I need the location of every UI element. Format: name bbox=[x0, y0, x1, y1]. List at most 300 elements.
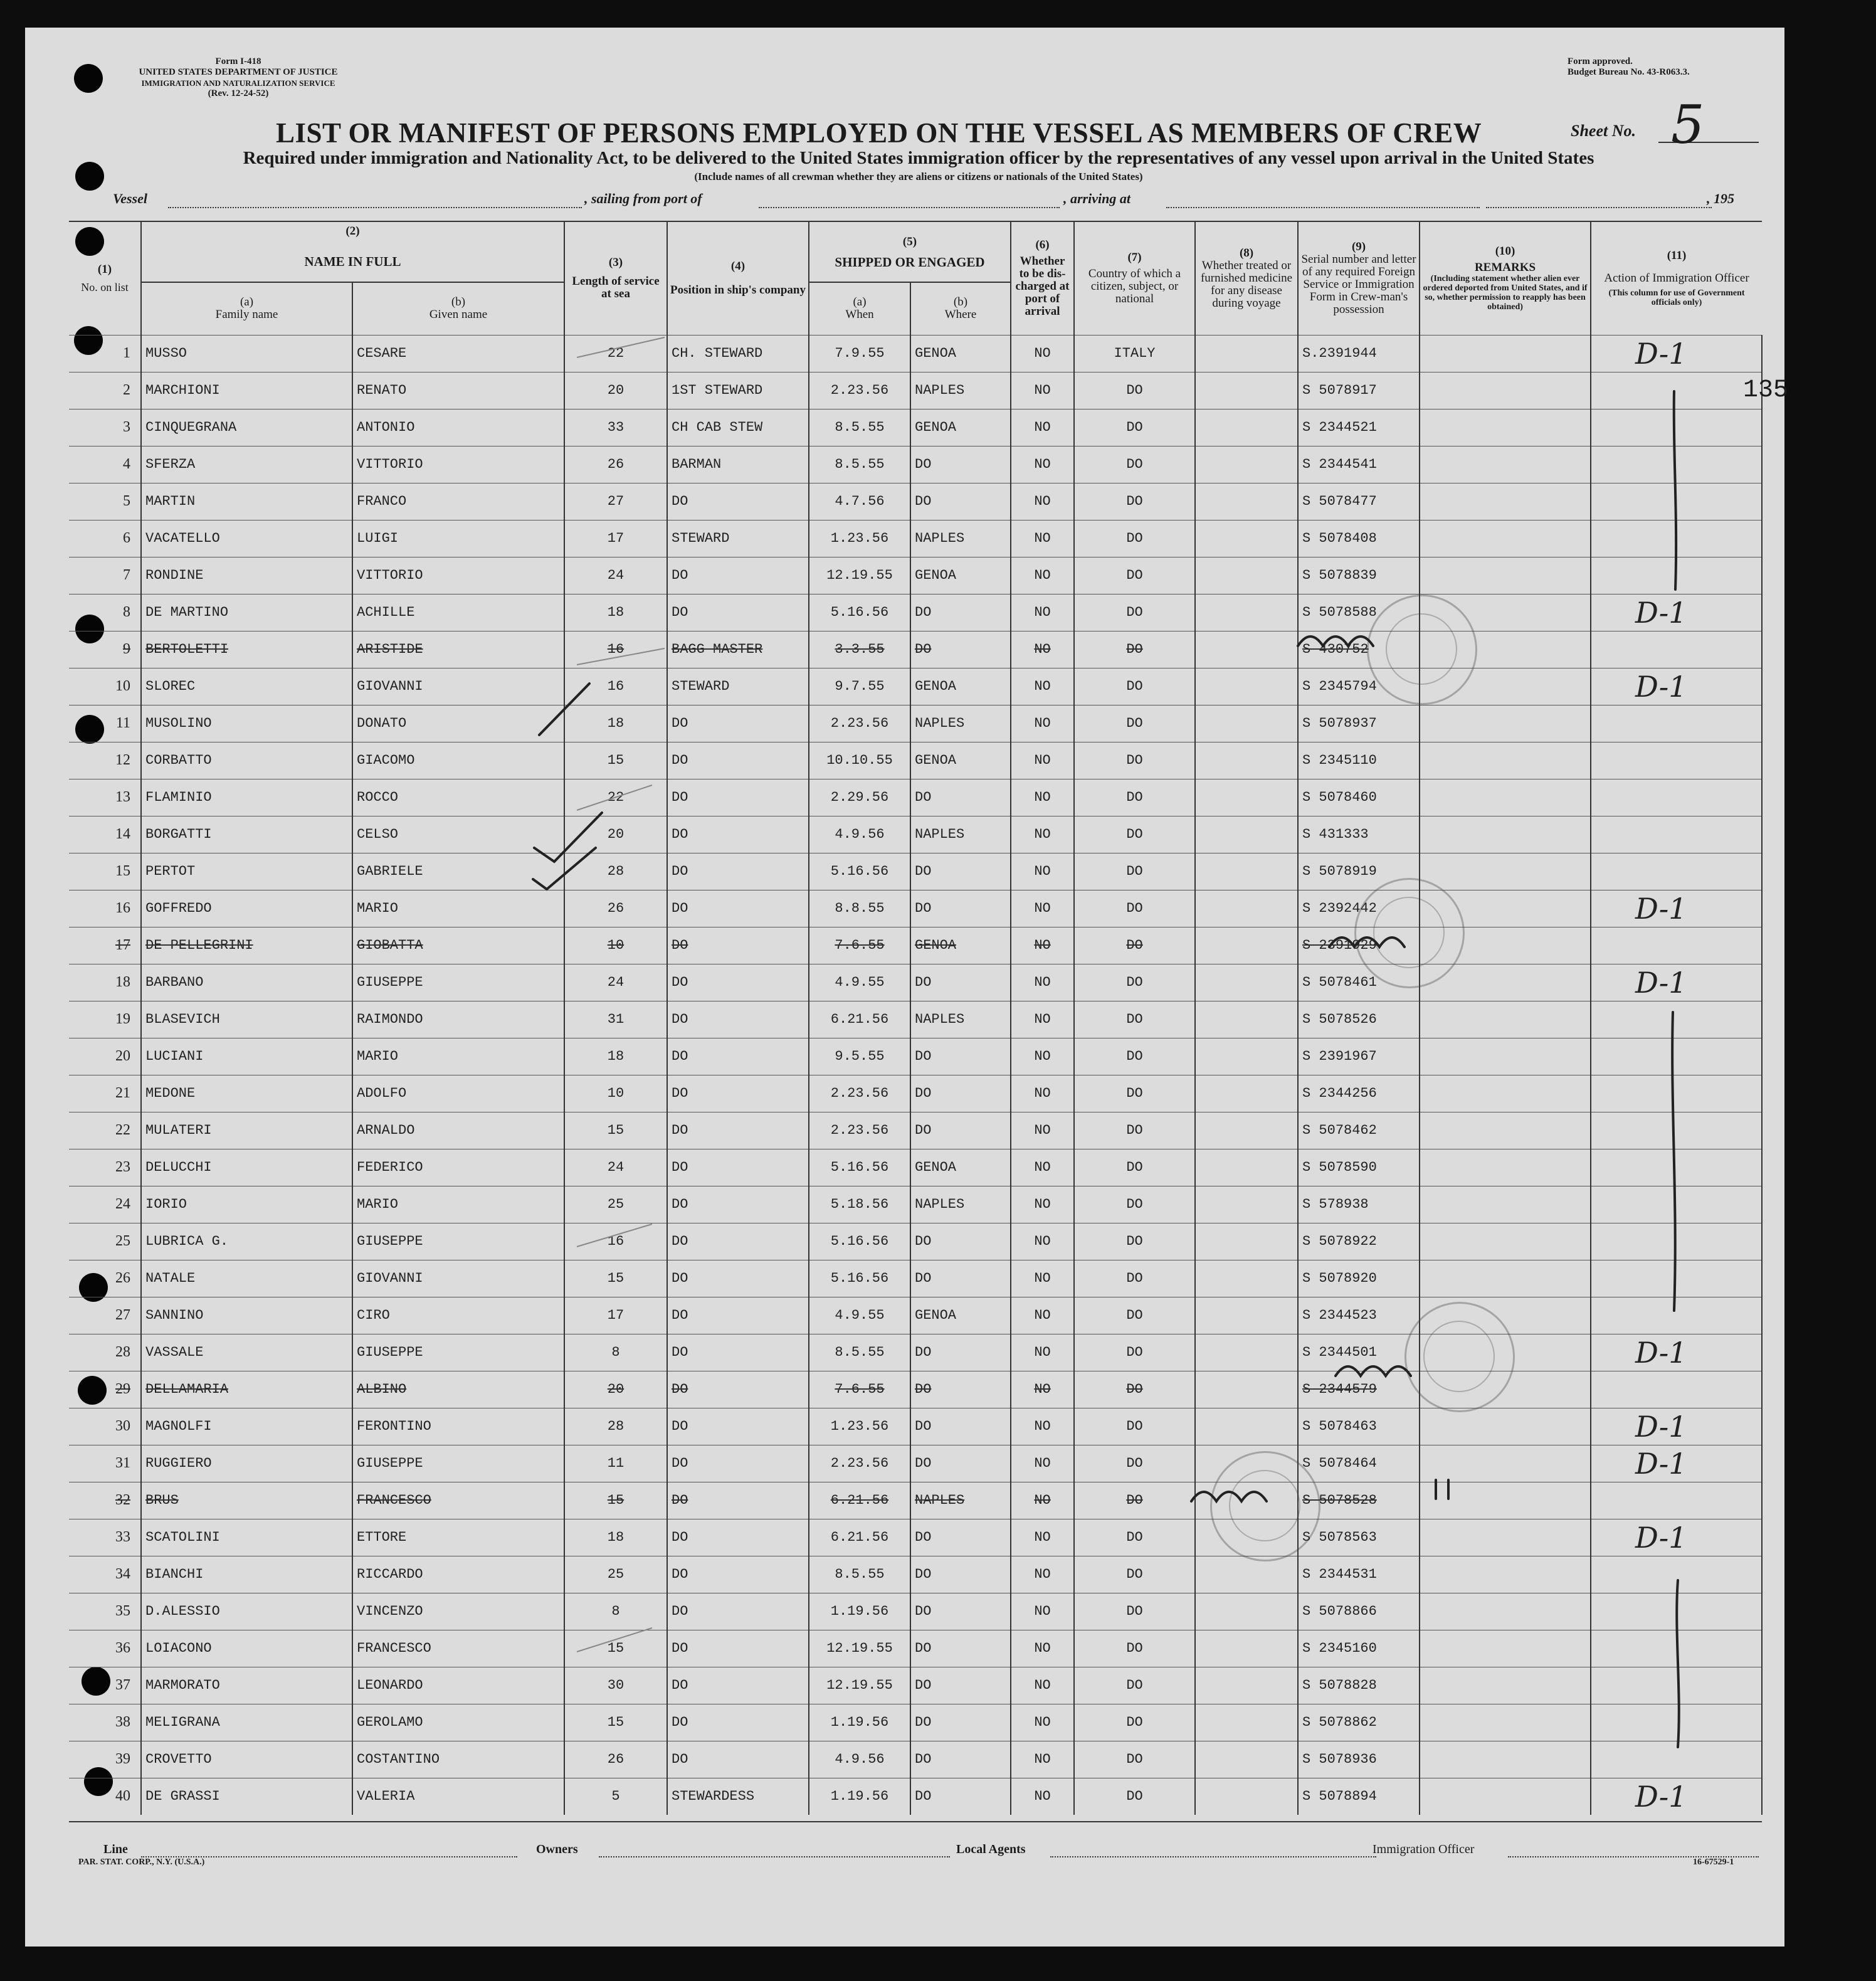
immigration-action: D-1 bbox=[1591, 668, 1762, 705]
footer-line-label: Line bbox=[103, 1842, 128, 1856]
position: DO bbox=[667, 1704, 809, 1741]
shipped-when: 5.16.56 bbox=[809, 853, 910, 890]
footer-owners-field bbox=[599, 1856, 950, 1857]
country: DO bbox=[1074, 1149, 1195, 1186]
given-name: RENATO bbox=[352, 372, 564, 409]
position: DO bbox=[667, 890, 809, 927]
col1-label: No. on list bbox=[81, 280, 129, 293]
serial-number: S 2344256 bbox=[1298, 1075, 1420, 1112]
serial-number: S 5078839 bbox=[1298, 557, 1420, 594]
immigration-action: D-1 bbox=[1591, 1519, 1762, 1556]
shipped-when: 9.5.55 bbox=[809, 1038, 910, 1075]
shipped-where: DO bbox=[910, 890, 1011, 927]
serial-number: S 5078563 bbox=[1298, 1519, 1420, 1556]
list-number: 39 bbox=[69, 1741, 141, 1778]
country: DO bbox=[1074, 483, 1195, 520]
discharged: NO bbox=[1011, 964, 1074, 1001]
col4-label: Position in ship's company bbox=[670, 283, 806, 297]
length-of-service: 26 bbox=[564, 1741, 667, 1778]
col2-number: (2) bbox=[345, 225, 360, 238]
serial-number: S 5078528 bbox=[1298, 1482, 1420, 1519]
position: DO bbox=[667, 1112, 809, 1149]
position: DO bbox=[667, 1334, 809, 1371]
list-number: 5 bbox=[69, 483, 141, 520]
shipped-where: NAPLES bbox=[910, 520, 1011, 557]
initials-signature bbox=[1336, 1366, 1411, 1376]
col9-label: Serial number and letter of any required Foreign Service or Immigration Form in Crew-man's possession bbox=[1301, 252, 1416, 316]
list-number: 2 bbox=[69, 372, 141, 409]
discharged: NO bbox=[1011, 853, 1074, 890]
serial-number: S 2344541 bbox=[1298, 446, 1420, 483]
position: DO bbox=[667, 483, 809, 520]
given-name: FRANCESCO bbox=[352, 1630, 564, 1667]
vessel-label: Vessel bbox=[113, 191, 147, 206]
shipped-when: 7.6.55 bbox=[809, 1371, 910, 1408]
col2b-label: Given name bbox=[429, 308, 488, 322]
discharged: NO bbox=[1011, 1371, 1074, 1408]
serial-number: S 5078828 bbox=[1298, 1667, 1420, 1704]
discharged: NO bbox=[1011, 631, 1074, 668]
family-name: DE GRASSI bbox=[141, 1778, 352, 1815]
length-of-service: 27 bbox=[564, 483, 667, 520]
discharged: NO bbox=[1011, 1260, 1074, 1297]
given-name: ADOLFO bbox=[352, 1075, 564, 1112]
shipped-when: 12.19.55 bbox=[809, 1667, 910, 1704]
shipped-when: 1.23.56 bbox=[809, 1408, 910, 1445]
shipped-when: 7.9.55 bbox=[809, 335, 910, 372]
form-code: 16-67529-1 bbox=[1693, 1857, 1734, 1867]
col6-label: Whether to be dis-charged at port of arrival bbox=[1015, 254, 1070, 318]
serial-number: S 5078462 bbox=[1298, 1112, 1420, 1149]
family-name: MARMORATO bbox=[141, 1667, 352, 1704]
list-number: 4 bbox=[69, 446, 141, 483]
shipped-when: 10.10.55 bbox=[809, 742, 910, 779]
given-name: VALERIA bbox=[352, 1778, 564, 1815]
country: DO bbox=[1074, 1334, 1195, 1371]
family-name: IORIO bbox=[141, 1186, 352, 1223]
discharged: NO bbox=[1011, 1334, 1074, 1371]
position: CH CAB STEW bbox=[667, 409, 809, 446]
length-of-service: 16 bbox=[564, 631, 667, 668]
family-name: VACATELLO bbox=[141, 520, 352, 557]
col9-number: (9) bbox=[1351, 240, 1366, 253]
shipped-when: 4.9.56 bbox=[809, 816, 910, 853]
length-of-service: 15 bbox=[564, 1482, 667, 1519]
length-of-service: 15 bbox=[564, 1704, 667, 1741]
family-name: DELUCCHI bbox=[141, 1149, 352, 1186]
given-name: GIACOMO bbox=[352, 742, 564, 779]
immigration-action: D-1 bbox=[1591, 1334, 1762, 1371]
initials-signature bbox=[1298, 637, 1373, 646]
pencil-tick bbox=[577, 1224, 652, 1247]
family-name: LOIACONO bbox=[141, 1630, 352, 1667]
list-number: 34 bbox=[69, 1556, 141, 1593]
check-mark bbox=[539, 684, 589, 735]
length-of-service: 17 bbox=[564, 520, 667, 557]
position: DO bbox=[667, 557, 809, 594]
col2b-number: (b) bbox=[451, 295, 466, 309]
given-name: COSTANTINO bbox=[352, 1741, 564, 1778]
col8-number: (8) bbox=[1239, 246, 1254, 260]
given-name: FERONTINO bbox=[352, 1408, 564, 1445]
col11-note: (This column for use of Government officials only) bbox=[1608, 288, 1745, 307]
shipped-where: DO bbox=[910, 1371, 1011, 1408]
length-of-service: 25 bbox=[564, 1556, 667, 1593]
serial-number: S 5078937 bbox=[1298, 705, 1420, 742]
country: DO bbox=[1074, 1075, 1195, 1112]
shipped-where: DO bbox=[910, 1260, 1011, 1297]
discharged: NO bbox=[1011, 446, 1074, 483]
family-name: DE PELLEGRINI bbox=[141, 927, 352, 964]
discharged: NO bbox=[1011, 1075, 1074, 1112]
position: DO bbox=[667, 1741, 809, 1778]
length-of-service: 24 bbox=[564, 557, 667, 594]
length-of-service: 16 bbox=[564, 668, 667, 705]
margin-page-number: 135 bbox=[1743, 376, 1789, 404]
shipped-where: DO bbox=[910, 1038, 1011, 1075]
initials-mark bbox=[1436, 1480, 1448, 1499]
shipped-when: 6.21.56 bbox=[809, 1519, 910, 1556]
country: DO bbox=[1074, 890, 1195, 927]
given-name: ARISTIDE bbox=[352, 631, 564, 668]
shipped-when: 12.19.55 bbox=[809, 557, 910, 594]
shipped-where: DO bbox=[910, 853, 1011, 890]
department-name: UNITED STATES DEPARTMENT OF JUSTICE bbox=[139, 67, 338, 77]
name-in-full-label: NAME IN FULL bbox=[141, 241, 564, 282]
country: DO bbox=[1074, 446, 1195, 483]
list-number: 30 bbox=[69, 1408, 141, 1445]
list-number: 17 bbox=[69, 927, 141, 964]
family-name: CORBATTO bbox=[141, 742, 352, 779]
serial-number: S 2344521 bbox=[1298, 409, 1420, 446]
country: DO bbox=[1074, 1519, 1195, 1556]
length-of-service: 10 bbox=[564, 1075, 667, 1112]
footer-agents-label: Local Agents bbox=[956, 1842, 1026, 1856]
country: DO bbox=[1074, 705, 1195, 742]
position: STEWARD bbox=[667, 668, 809, 705]
shipped-when: 9.7.55 bbox=[809, 668, 910, 705]
list-number: 20 bbox=[69, 1038, 141, 1075]
position: DO bbox=[667, 1038, 809, 1075]
position: DO bbox=[667, 1667, 809, 1704]
family-name: NATALE bbox=[141, 1260, 352, 1297]
length-of-service: 18 bbox=[564, 594, 667, 631]
shipped-when: 8.5.55 bbox=[809, 1556, 910, 1593]
shipped-where: GENOA bbox=[910, 668, 1011, 705]
country: DO bbox=[1074, 1038, 1195, 1075]
country: DO bbox=[1074, 742, 1195, 779]
family-name: MAGNOLFI bbox=[141, 1408, 352, 1445]
position: DO bbox=[667, 1223, 809, 1260]
length-of-service: 10 bbox=[564, 927, 667, 964]
shipped-when: 5.16.56 bbox=[809, 1149, 910, 1186]
serial-number: S.2391944 bbox=[1298, 335, 1420, 372]
given-name: VINCENZO bbox=[352, 1593, 564, 1630]
country: DO bbox=[1074, 1260, 1195, 1297]
shipped-where: DO bbox=[910, 631, 1011, 668]
given-name: GIUSEPPE bbox=[352, 1223, 564, 1260]
country: DO bbox=[1074, 816, 1195, 853]
shipped-when: 5.16.56 bbox=[809, 594, 910, 631]
sailing-label: , sailing from port of bbox=[584, 191, 702, 206]
family-name: MUSSO bbox=[141, 335, 352, 372]
given-name: CESARE bbox=[352, 335, 564, 372]
arriving-label: , arriving at bbox=[1063, 191, 1130, 206]
family-name: RONDINE bbox=[141, 557, 352, 594]
position: DO bbox=[667, 1001, 809, 1038]
shipped-where: GENOA bbox=[910, 742, 1011, 779]
initials-signature bbox=[1191, 1492, 1267, 1501]
budget-bureau-number: Budget Bureau No. 43-R063.3. bbox=[1568, 67, 1690, 77]
length-of-service: 22 bbox=[564, 779, 667, 816]
discharged: NO bbox=[1011, 1556, 1074, 1593]
given-name: VITTORIO bbox=[352, 446, 564, 483]
shipped-where: NAPLES bbox=[910, 705, 1011, 742]
shipped-where: GENOA bbox=[910, 335, 1011, 372]
family-name: BLASEVICH bbox=[141, 1001, 352, 1038]
length-of-service: 25 bbox=[564, 1186, 667, 1223]
length-of-service: 15 bbox=[564, 742, 667, 779]
position: DO bbox=[667, 1593, 809, 1630]
country: DO bbox=[1074, 1223, 1195, 1260]
given-name: FEDERICO bbox=[352, 1149, 564, 1186]
country: DO bbox=[1074, 372, 1195, 409]
given-name: ARNALDO bbox=[352, 1112, 564, 1149]
given-name: GIUSEPPE bbox=[352, 964, 564, 1001]
discharged: NO bbox=[1011, 1112, 1074, 1149]
length-of-service: 26 bbox=[564, 446, 667, 483]
serial-number: S 2345160 bbox=[1298, 1630, 1420, 1667]
serial-number: S 2345794 bbox=[1298, 668, 1420, 705]
serial-number: S 5078460 bbox=[1298, 779, 1420, 816]
col11-label: Action of Immigration Officer bbox=[1604, 271, 1749, 285]
given-name: GIOVANNI bbox=[352, 1260, 564, 1297]
shipped-where: DO bbox=[910, 1704, 1011, 1741]
list-number: 31 bbox=[69, 1445, 141, 1482]
shipped-where: GENOA bbox=[910, 1297, 1011, 1334]
position: DO bbox=[667, 1297, 809, 1334]
col5a-number: (a) bbox=[853, 295, 867, 309]
continuation-bracket bbox=[1677, 1580, 1678, 1747]
position: DO bbox=[667, 1519, 809, 1556]
immigration-action: D-1 bbox=[1591, 964, 1762, 1001]
country: DO bbox=[1074, 1482, 1195, 1519]
list-number: 13 bbox=[69, 779, 141, 816]
given-name: GIOVANNI bbox=[352, 668, 564, 705]
serial-number: S 5078526 bbox=[1298, 1001, 1420, 1038]
initials-signature bbox=[1329, 938, 1404, 947]
position: DO bbox=[667, 1556, 809, 1593]
position: DO bbox=[667, 816, 809, 853]
continuation-bracket bbox=[1674, 391, 1676, 589]
shipped-where: GENOA bbox=[910, 927, 1011, 964]
country: DO bbox=[1074, 1778, 1195, 1815]
list-number: 23 bbox=[69, 1149, 141, 1186]
position: 1ST STEWARD bbox=[667, 372, 809, 409]
length-of-service: 15 bbox=[564, 1260, 667, 1297]
family-name: BORGATTI bbox=[141, 816, 352, 853]
list-number: 21 bbox=[69, 1075, 141, 1112]
serial-number: S 430752 bbox=[1298, 631, 1420, 668]
family-name: MARCHIONI bbox=[141, 372, 352, 409]
serial-number: S 5078936 bbox=[1298, 1741, 1420, 1778]
country: DO bbox=[1074, 1001, 1195, 1038]
col10-label: REMARKS bbox=[1474, 260, 1536, 274]
list-number: 11 bbox=[69, 705, 141, 742]
immigration-action: D-1 bbox=[1591, 1445, 1762, 1482]
given-name: ALBINO bbox=[352, 1371, 564, 1408]
shipped-where: GENOA bbox=[910, 409, 1011, 446]
length-of-service: 11 bbox=[564, 1445, 667, 1482]
discharged: NO bbox=[1011, 1704, 1074, 1741]
shipped-where: DO bbox=[910, 483, 1011, 520]
given-name: MARIO bbox=[352, 1186, 564, 1223]
shipped-when: 2.23.56 bbox=[809, 1075, 910, 1112]
shipped-when: 4.9.55 bbox=[809, 1297, 910, 1334]
country: DO bbox=[1074, 1667, 1195, 1704]
position: DO bbox=[667, 853, 809, 890]
country: DO bbox=[1074, 594, 1195, 631]
given-name: GIUSEPPE bbox=[352, 1445, 564, 1482]
list-number: 3 bbox=[69, 409, 141, 446]
length-of-service: 17 bbox=[564, 1297, 667, 1334]
serial-number: S 5078588 bbox=[1298, 594, 1420, 631]
given-name: ACHILLE bbox=[352, 594, 564, 631]
country: DO bbox=[1074, 1186, 1195, 1223]
shipped-where: NAPLES bbox=[910, 816, 1011, 853]
form-subnote: (Include names of all crewman whether they are aliens or citizens or nationals of the United States) bbox=[694, 171, 1143, 182]
length-of-service: 22 bbox=[564, 335, 667, 372]
continuation-bracket bbox=[1672, 1012, 1675, 1311]
discharged: NO bbox=[1011, 1038, 1074, 1075]
shipped-when: 1.19.56 bbox=[809, 1778, 910, 1815]
length-of-service: 8 bbox=[564, 1593, 667, 1630]
country: DO bbox=[1074, 779, 1195, 816]
list-number: 8 bbox=[69, 594, 141, 631]
form-subtitle: Required under immigration and Nationality Act, to be delivered to the United States immigration officer by the representatives of any vessel upon arrival in the United States bbox=[243, 148, 1594, 168]
given-name: LUIGI bbox=[352, 520, 564, 557]
col1-number: (1) bbox=[97, 262, 112, 276]
given-name: MARIO bbox=[352, 890, 564, 927]
list-number: 27 bbox=[69, 1297, 141, 1334]
position: DO bbox=[667, 594, 809, 631]
given-name: VITTORIO bbox=[352, 557, 564, 594]
col7-label: Country of which a citizen, subject, or national bbox=[1088, 267, 1181, 305]
family-name: SFERZA bbox=[141, 446, 352, 483]
shipped-where: DO bbox=[910, 446, 1011, 483]
length-of-service: 28 bbox=[564, 1408, 667, 1445]
col6-number: (6) bbox=[1035, 238, 1050, 251]
country: DO bbox=[1074, 409, 1195, 446]
list-number: 24 bbox=[69, 1186, 141, 1223]
list-number: 32 bbox=[69, 1482, 141, 1519]
shipped-where: DO bbox=[910, 1778, 1011, 1815]
shipped-when: 2.23.56 bbox=[809, 1112, 910, 1149]
shipped-when: 2.29.56 bbox=[809, 779, 910, 816]
family-name: BIANCHI bbox=[141, 1556, 352, 1593]
given-name: ANTONIO bbox=[352, 409, 564, 446]
country: DO bbox=[1074, 1556, 1195, 1593]
serial-number: S 5078463 bbox=[1298, 1408, 1420, 1445]
length-of-service: 18 bbox=[564, 1038, 667, 1075]
serial-number: S 2344579 bbox=[1298, 1371, 1420, 1408]
col5-label: SHIPPED OR ENGAGED bbox=[835, 254, 985, 270]
list-number: 14 bbox=[69, 816, 141, 853]
col2a-label: Family name bbox=[215, 308, 278, 322]
length-of-service: 5 bbox=[564, 1778, 667, 1815]
family-name: D.ALESSIO bbox=[141, 1593, 352, 1630]
list-number: 10 bbox=[69, 668, 141, 705]
check-mark bbox=[534, 813, 602, 862]
shipped-when: 1.23.56 bbox=[809, 520, 910, 557]
shipped-when: 2.23.56 bbox=[809, 705, 910, 742]
list-number: 36 bbox=[69, 1630, 141, 1667]
shipped-when: 8.5.55 bbox=[809, 446, 910, 483]
footer-agents-field bbox=[1050, 1856, 1376, 1857]
serial-number: S 5078408 bbox=[1298, 520, 1420, 557]
given-name: RICCARDO bbox=[352, 1556, 564, 1593]
shipped-where: DO bbox=[910, 1408, 1011, 1445]
discharged: NO bbox=[1011, 1482, 1074, 1519]
shipped-where: DO bbox=[910, 1075, 1011, 1112]
service-name: IMMIGRATION AND NATURALIZATION SERVICE bbox=[141, 78, 335, 88]
discharged: NO bbox=[1011, 1741, 1074, 1778]
length-of-service: 20 bbox=[564, 372, 667, 409]
serial-number: S 2392442 bbox=[1298, 890, 1420, 927]
given-name: FRANCO bbox=[352, 483, 564, 520]
col7-number: (7) bbox=[1127, 250, 1142, 264]
serial-number: S 5078464 bbox=[1298, 1445, 1420, 1482]
list-number: 33 bbox=[69, 1519, 141, 1556]
shipped-when: 4.9.56 bbox=[809, 1741, 910, 1778]
given-name: GIUSEPPE bbox=[352, 1334, 564, 1371]
col10-number: (10) bbox=[1495, 244, 1515, 258]
discharged: NO bbox=[1011, 1519, 1074, 1556]
serial-number: S 5078866 bbox=[1298, 1593, 1420, 1630]
list-number: 16 bbox=[69, 890, 141, 927]
pencil-tick bbox=[577, 648, 665, 665]
given-name: FRANCESCO bbox=[352, 1482, 564, 1519]
serial-number: S 2344523 bbox=[1298, 1297, 1420, 1334]
family-name: MUSOLINO bbox=[141, 705, 352, 742]
country: DO bbox=[1074, 668, 1195, 705]
list-number: 6 bbox=[69, 520, 141, 557]
discharged: NO bbox=[1011, 890, 1074, 927]
list-number: 40 bbox=[69, 1778, 141, 1815]
list-number: 9 bbox=[69, 631, 141, 668]
serial-number: S 5078920 bbox=[1298, 1260, 1420, 1297]
country: DO bbox=[1074, 964, 1195, 1001]
serial-number: S 5078922 bbox=[1298, 1223, 1420, 1260]
position: DO bbox=[667, 1075, 809, 1112]
form-approved-label: Form approved. bbox=[1568, 56, 1633, 66]
list-number: 22 bbox=[69, 1112, 141, 1149]
family-name: FLAMINIO bbox=[141, 779, 352, 816]
pencil-tick bbox=[577, 785, 652, 810]
family-name: MEDONE bbox=[141, 1075, 352, 1112]
shipped-where: DO bbox=[910, 1630, 1011, 1667]
shipped-when: 8.5.55 bbox=[809, 1334, 910, 1371]
serial-number: S 2345110 bbox=[1298, 742, 1420, 779]
shipped-where: DO bbox=[910, 1741, 1011, 1778]
shipped-where: DO bbox=[910, 779, 1011, 816]
position: DO bbox=[667, 1630, 809, 1667]
given-name: DONATO bbox=[352, 705, 564, 742]
shipped-where: DO bbox=[910, 1112, 1011, 1149]
country: DO bbox=[1074, 853, 1195, 890]
pencil-tick bbox=[577, 337, 665, 357]
list-number: 15 bbox=[69, 853, 141, 890]
